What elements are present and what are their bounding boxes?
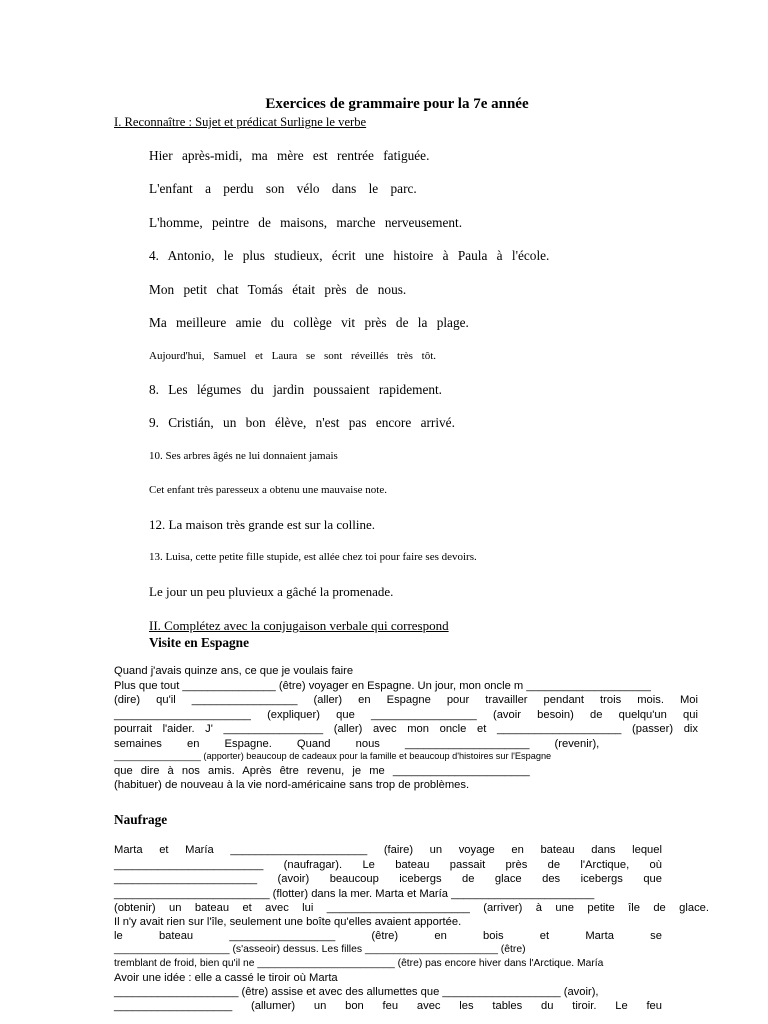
- sentence-1: Hier après-midi, ma mère est rentrée fatiguée.: [149, 148, 430, 163]
- story-1-line-1: Quand j'avais quinze ans, ce que je voulais faire: [114, 665, 354, 677]
- story-2-line-2: ________________________ (naufragar). Le bateau passait près de l'Arctique, où: [114, 859, 662, 871]
- sentence-13: 13. Luisa, cette petite fille stupide, est allée chez toi pour faire ses devoirs.: [149, 551, 477, 563]
- page-title: Exercices de grammaire pour la 7e année: [265, 96, 529, 112]
- story-2-line-3: _______________________ (avoir) beaucoup icebergs de glace des icebergs que: [114, 873, 662, 885]
- story-2-line-11: ____________________ (être) assise et avec des allumettes que ___________________ (avoir),: [114, 986, 599, 998]
- sentence-2: L'enfant a perdu son vélo dans le parc.: [149, 181, 417, 196]
- story-1-paragraph: [114, 665, 698, 795]
- story-1-line-6: semaines en Espagne. Quand nous ____________________ (revenir),: [114, 738, 600, 750]
- story-1-line-4: ______________________ (expliquer) que _________________ (avoir besoin) de quelqu'un qui: [114, 709, 698, 721]
- sentence-8: 8. Les légumes du jardin poussaient rapidement.: [149, 382, 443, 397]
- story-2-line-6: Il n'y avait rien sur l'île, seulement une boîte qu'elles avaient apportée.: [114, 916, 462, 928]
- story-1-line-5: pourrait l'aider. J' ________________ (aller) avec mon oncle et ____________________ (passer) dix: [114, 723, 698, 735]
- sentence-11: Cet enfant très paresseux a obtenu une mauvaise note.: [149, 484, 387, 496]
- story-1-line-7: _________________ (apporter) beaucoup de cadeaux pour la famille et beaucoup d'histoires sur l'Espagne: [114, 751, 552, 761]
- story-2-line-10: Avoir une idée : elle a cassé le tiroir où Marta: [114, 972, 338, 984]
- section-1-heading: I. Reconnaître : Sujet et prédicat Surligne le verbe: [114, 115, 367, 129]
- sentence-7: Aujourd'hui, Samuel et Laura se sont réveillés très tôt.: [149, 350, 437, 362]
- story-1-title: Visite en Espagne: [149, 635, 249, 650]
- story-2-line-12: ___________________ (allumer) un bon feu avec les tables du tiroir. Le feu: [114, 1000, 662, 1012]
- sentence-3: L'homme, peintre de maisons, marche nerveusement.: [149, 215, 463, 230]
- story-1-line-9: (habituer) de nouveau à la vie nord-américaine sans trop de problèmes.: [114, 779, 470, 791]
- story-2-line-8: ____________________ (s'asseoir) dessus. Les filles _______________________ (être): [114, 944, 526, 955]
- sentence-4: 4. Antonio, le plus studieux, écrit une histoire à Paula à l'école.: [149, 248, 550, 263]
- sentence-14: Le jour un peu pluvieux a gâché la promenade.: [149, 584, 394, 599]
- sentence-9: 9. Cristián, un bon élève, n'est pas encore arrivé.: [149, 415, 455, 430]
- story-1-line-2: Plus que tout _______________ (être) voyager en Espagne. Un jour, mon oncle m ____________________: [114, 680, 651, 692]
- section-2-heading: II. Complétez avec la conjugaison verbale qui correspond: [149, 618, 449, 633]
- sentence-10: 10. Ses arbres âgés ne lui donnaient jamais: [149, 450, 338, 462]
- sentence-6: Ma meilleure amie du collège vit près de la plage.: [149, 315, 469, 330]
- story-1-line-8: que dire à nos amis. Après être revenu, je me ______________________: [114, 765, 530, 777]
- story-2-line-9: tremblant de froid, bien qu'il ne ________________________ (être) pas encore hiver dans l'Arctique. María: [114, 958, 604, 969]
- story-1-line-3: (dire) qu'il _________________ (aller) en Espagne pour travailler pendant trois mois. Moi: [114, 694, 698, 706]
- story-2-line-5: (obtenir) un bateau et avec lui _______________________ (arriver) à une petite île de glace.: [114, 902, 709, 914]
- story-2-paragraph: [114, 844, 709, 1019]
- sentence-12: 12. La maison très grande est sur la colline.: [149, 517, 375, 532]
- story-2-line-1: Marta et María ______________________ (faire) un voyage en bateau dans lequel: [114, 844, 662, 856]
- sentence-5: Mon petit chat Tomás était près de nous.: [149, 282, 407, 297]
- story-2-line-7: le bateau _________________ (être) en bois et Marta se: [114, 930, 662, 942]
- story-2-line-4: _________________________ (flotter) dans la mer. Marta et María _______________________: [114, 888, 595, 900]
- story-2-title: Naufrage: [114, 812, 168, 827]
